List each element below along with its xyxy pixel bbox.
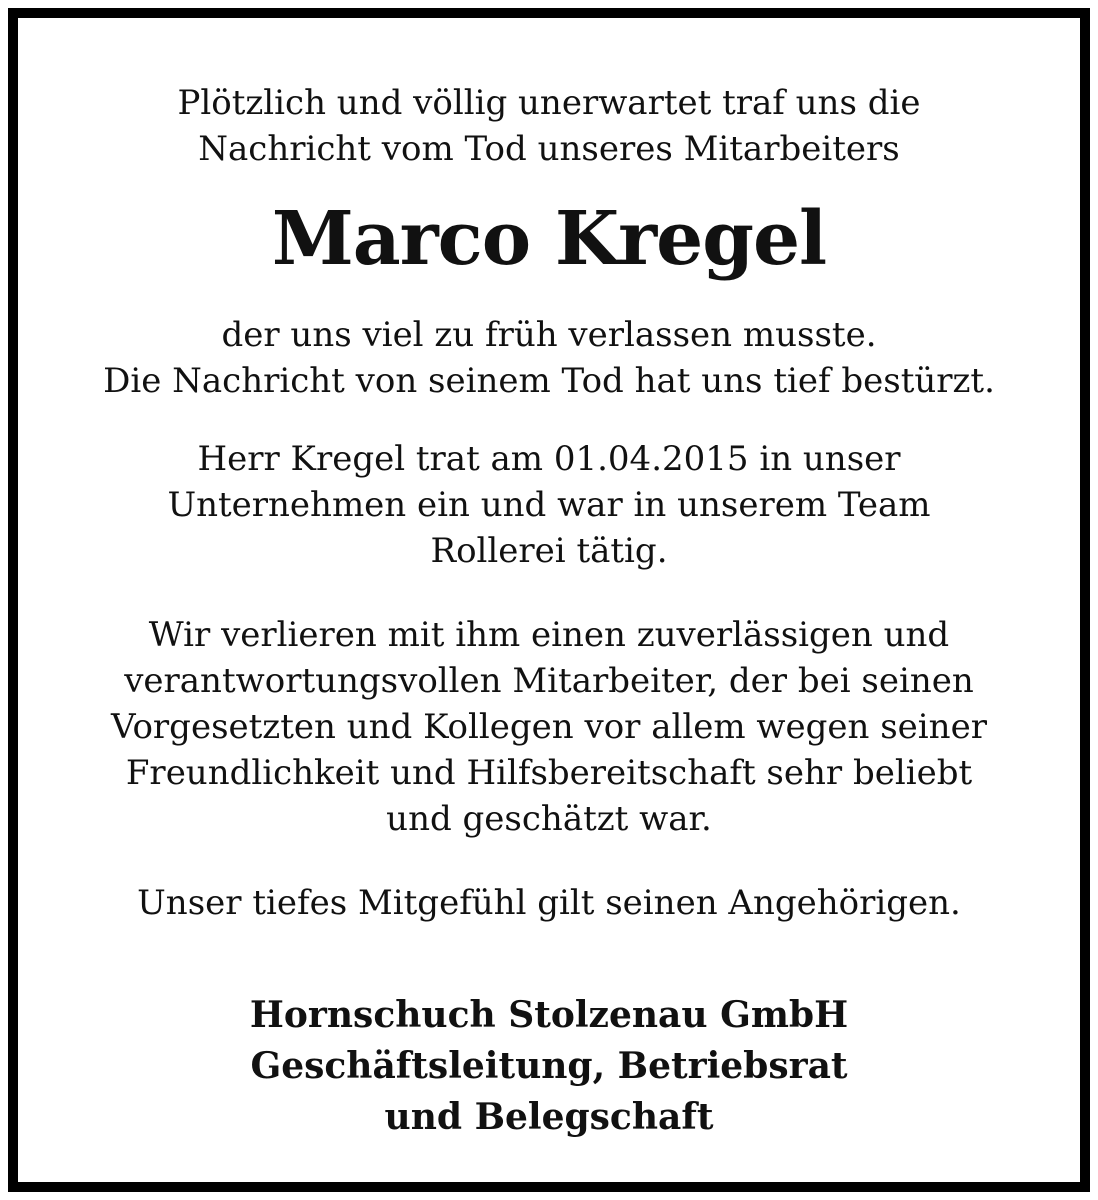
paragraph-employment xyxy=(18,436,1080,574)
text-line: Die Nachricht von seinem Tod hat uns tief bestürzt. xyxy=(103,361,995,401)
intro-text xyxy=(18,80,1080,172)
intro-line: Nachricht vom Tod unseres Mitarbeiters xyxy=(198,129,900,169)
obituary-content xyxy=(18,18,1080,1143)
paragraph-condolence xyxy=(18,880,1080,926)
text-line: der uns viel zu früh verlassen musste. xyxy=(221,315,877,355)
text-line: verantwortungsvollen Mitarbeiter, der bei seinen xyxy=(124,661,974,701)
paragraph-farewell xyxy=(18,312,1080,404)
paragraph-tribute xyxy=(18,612,1080,842)
deceased-name: Marco Kregel xyxy=(271,196,827,282)
text-line: Unternehmen ein und war in unserem Team xyxy=(167,485,931,525)
text-line: Wir verlieren mit ihm einen zuverlässigen und xyxy=(148,615,950,655)
text-line: Herr Kregel trat am 01.04.2015 in unser xyxy=(197,439,901,479)
signature-block xyxy=(18,990,1080,1143)
text-line: und geschätzt war. xyxy=(386,799,712,839)
obituary-frame xyxy=(8,8,1090,1192)
text-line: Freundlichkeit und Hilfsbereitschaft sehr beliebt xyxy=(125,753,973,793)
signature-company: Hornschuch Stolzenau GmbH xyxy=(249,994,849,1036)
text-line: Vorgesetzten und Kollegen vor allem wegen seiner xyxy=(111,707,987,747)
text-line: Rollerei tätig. xyxy=(430,531,668,571)
text-line: Unser tiefes Mitgefühl gilt seinen Angehörigen. xyxy=(137,883,961,923)
intro-line: Plötzlich und völlig unerwartet traf uns die xyxy=(177,83,921,123)
signature-staff: und Belegschaft xyxy=(384,1096,714,1138)
signature-management: Geschäftsleitung, Betriebsrat xyxy=(250,1045,848,1087)
